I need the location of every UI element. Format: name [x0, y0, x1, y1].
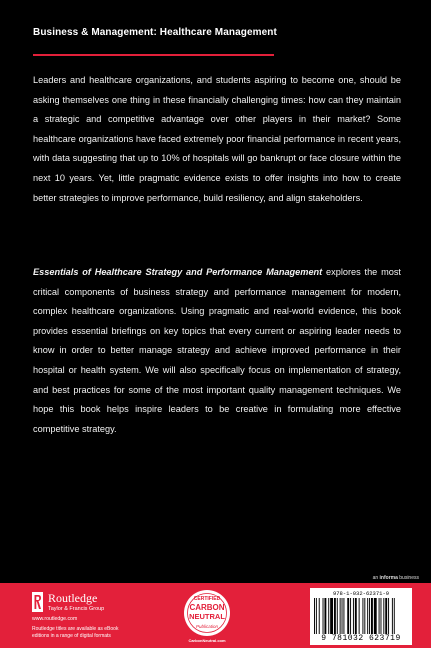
- barcode-bar: [392, 598, 393, 634]
- barcode-bar: [353, 598, 354, 634]
- barcode-bar: [383, 598, 384, 634]
- barcode-bar: [324, 598, 326, 634]
- barcode-digits: 9 781032 623719: [321, 634, 401, 643]
- barcode-bar: [342, 598, 343, 634]
- barcode-bar: [316, 598, 317, 634]
- barcode-bar: [314, 598, 315, 634]
- barcode-bars: [314, 598, 408, 634]
- publisher-group: Taylor & Francis Group: [48, 606, 105, 612]
- carbon-neutral-seal-icon: [183, 589, 231, 637]
- red-divider: [33, 54, 274, 56]
- barcode-bar: [347, 598, 349, 634]
- carbon-line2-text: NEUTRAL: [189, 612, 225, 621]
- barcode-bar: [374, 598, 377, 634]
- barcode-bar: [394, 598, 395, 634]
- barcode-bar: [362, 598, 363, 634]
- barcode-bar: [388, 598, 389, 634]
- barcode-bar: [381, 598, 382, 634]
- barcode-bar: [323, 598, 324, 634]
- carbon-line1-text: CARBON: [189, 603, 225, 612]
- description-paragraph-1: Leaders and healthcare organizations, and students aspiring to become one, should be asking themselves one thing in these financially challenging times: how can they maintain a strategic and competitive advantage over other players in their market? Some healthcare organizations have faced extremely poor financial performance in recent years, with data suggesting that up to 10% of hospitals will go bankrupt or face closure within the next 10 years. Yet, little pragmatic evidence exists to offer insights into how to create better strategies to improve performance, build resiliency, and align stakeholders.: [33, 75, 401, 203]
- barcode-bar: [367, 598, 368, 634]
- barcode-bar: [350, 598, 351, 634]
- barcode-bar: [359, 598, 360, 634]
- informa-prefix: an: [372, 575, 380, 581]
- barcode-bar: [355, 598, 357, 634]
- publisher-url: www.routledge.com: [32, 616, 78, 622]
- routledge-logo-icon: [32, 592, 43, 612]
- barcode-bar: [364, 598, 365, 634]
- category-heading: Business & Management: Healthcare Management: [33, 27, 277, 38]
- publisher-name: Routledge: [48, 591, 98, 605]
- footer-band: [0, 583, 431, 648]
- barcode-bar: [343, 598, 344, 634]
- carbon-publication-text: Publication: [195, 624, 219, 629]
- carbon-certified-text: CERTIFIED: [193, 596, 221, 602]
- informa-suffix: business: [397, 575, 419, 581]
- barcode-bar: [330, 598, 333, 634]
- barcode-bar: [385, 598, 387, 634]
- informa-brand: informa: [379, 575, 398, 581]
- barcode-bar: [337, 598, 338, 634]
- barcode-bar: [369, 598, 370, 634]
- barcode-bar: [371, 598, 373, 634]
- isbn-number: 978-1-032-62371-9: [332, 590, 390, 597]
- barcode-bar: [334, 598, 336, 634]
- paragraph-2-text: explores the most critical components of business strategy and performance management for modern, complex healthcare organizations. Using pragmatic and real-world evidence, this book provides essential briefings on key topics that every current or aspiring leader needs to know in order to better manage strategy and achieve improved performance in their hospital or health system. We will also specifically focus on implementation of strategy, and best practices for some of the most important quality management techniques. We hope this book helps inspire leaders to be creative in formulating more effective competitive strategy.: [33, 267, 401, 434]
- isbn-barcode: [310, 588, 412, 645]
- barcode-bar: [319, 598, 320, 634]
- ebook-note: Routledge titles are available as eBook editions in a range of digital formats: [32, 626, 119, 639]
- carbon-neutral-url: CarbonNeutral.com: [188, 638, 226, 643]
- description-paragraph-2: [33, 263, 401, 439]
- barcode-bar: [328, 598, 329, 634]
- informa-tagline: [373, 575, 419, 581]
- barcode-bar: [340, 598, 341, 634]
- book-title: Essentials of Healthcare Strategy and Performance Management: [33, 267, 323, 277]
- barcode-bar: [379, 598, 380, 634]
